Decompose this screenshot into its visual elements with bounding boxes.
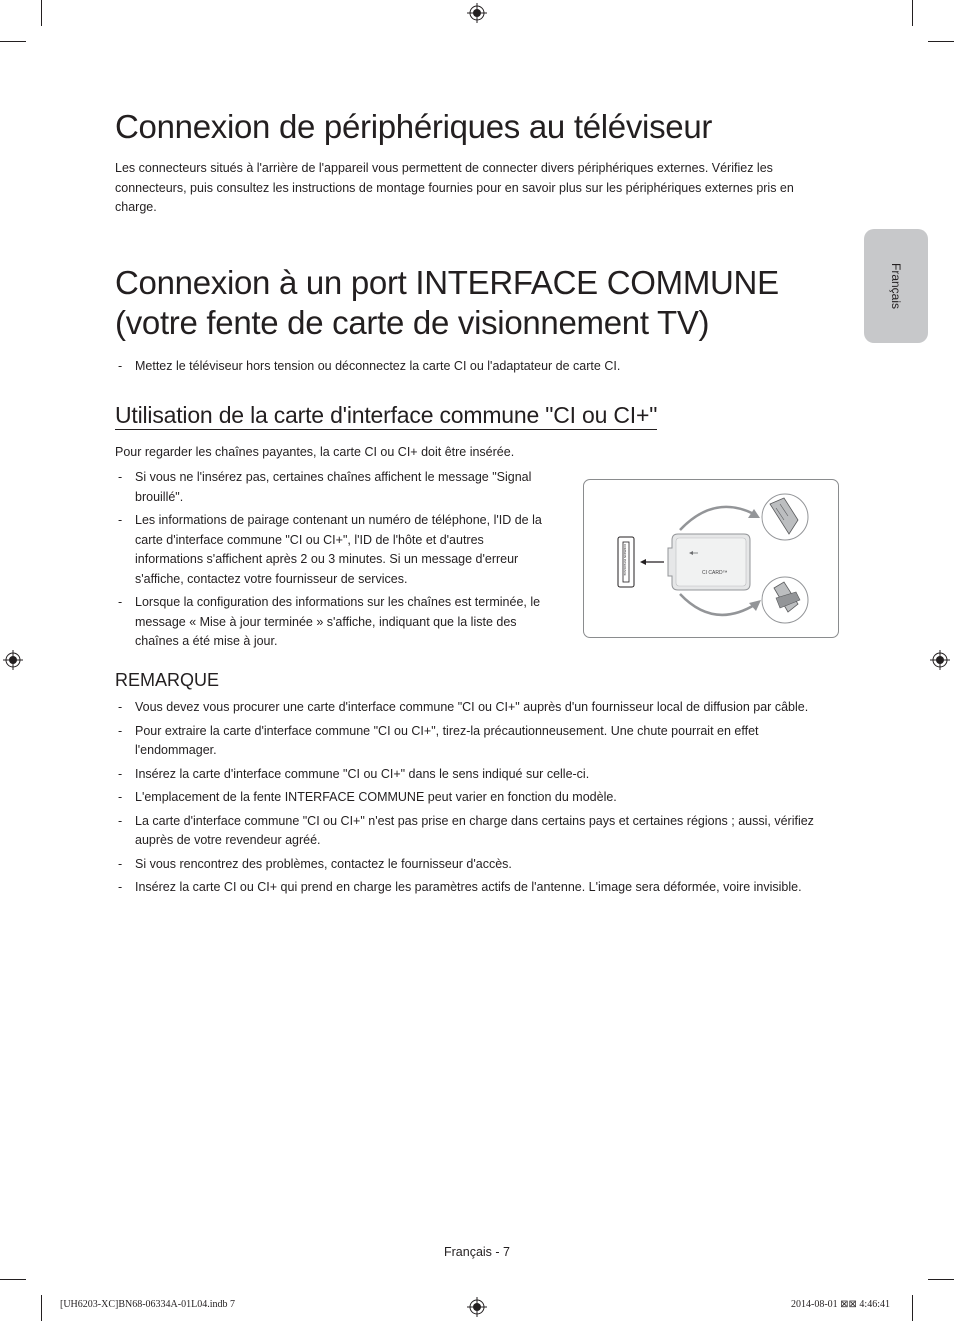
upper-arrowhead [748,509,760,518]
ci-card-diagram [584,480,838,637]
slot-label: COMMON INTERFACE [623,544,627,576]
registration-mark-icon [467,3,487,23]
list-item: - Si vous rencontrez des problèmes, contactez le fournisseur d'accès. [115,855,835,875]
crop-mark [0,1279,26,1280]
list-item: - Lorsque la configuration des informations sur les chaînes est terminée, le message « Mise à jour terminée » s'affiche, indiquant que la liste des chaînes a été mise à jour. [115,593,555,652]
list-item: - Les informations de pairage contenant un numéro de téléphone, l'ID de la carte d'interface commune "CI ou CI+", l'ID de l'hôte et d'autres informations s'affichent après 2 ou 3 minutes. Si un message d'erreur s'affiche, contactez votre fournisseur de services. [115,511,555,589]
registration-mark-icon [930,650,950,670]
list-item: - Vous devez vous procurer une carte d'interface commune "CI ou CI+" auprès d'un fournisseur local de diffusion par câble. [115,698,835,718]
language-tab-label: Français [889,262,903,310]
remark-heading: REMARQUE [115,670,220,690]
remark-list [115,698,835,902]
ci-card-face [676,538,746,586]
list-item: - Pour extraire la carte d'interface commune "CI ou CI+", tirez-la précautionneusement. Une chute pourrait en effet l'endommager. [115,722,835,761]
crop-mark [928,41,954,42]
registration-mark-icon [3,650,23,670]
subsection-title: Utilisation de la carte d'interface commune "CI ou CI+" [115,402,657,430]
lower-curve-arrow [680,594,756,615]
card-label: CI CARD™ [702,570,728,576]
section-title [115,263,779,342]
section-title-line1: Connexion à un port INTERFACE COMMUNE [115,264,779,301]
language-tab [864,229,928,343]
crop-mark [0,41,26,42]
page-title: Connexion de périphériques au téléviseur [115,108,713,145]
list-item: - Si vous ne l'insérez pas, certaines chaînes affichent le message "Signal brouillé". [115,468,555,507]
page-number: Français - 7 [444,1245,510,1259]
subsection-intro: Pour regarder les chaînes payantes, la carte CI ou CI+ doit être insérée. [115,445,515,459]
registration-mark-icon [467,1297,487,1317]
slug-file: [UH6203-XC]BN68-06334A-01L04.indb 7 [60,1299,235,1310]
insert-arrowhead [640,559,646,565]
crop-mark [41,1295,42,1321]
intro-paragraph: Les connecteurs situés à l'arrière de l'appareil vous permettent de connecter divers périphériques externes. Vérifiez les connecteurs, puis consultez les instructions de montage fournies pour en savoir plus sur les périphériques externes pris en charge. [115,161,794,214]
lower-arrowhead [749,600,761,611]
upper-curve-arrow [680,507,754,530]
bullet-list [115,468,555,656]
crop-mark [928,1279,954,1280]
ci-card-illustration [583,479,839,638]
crop-mark [41,0,42,26]
list-item: - Mettez le téléviseur hors tension ou déconnectez la carte CI ou l'adaptateur de carte CI. [115,357,835,377]
step-list [115,357,835,381]
crop-mark [912,1295,913,1321]
slug-timestamp: 2014-08-01 ⊠⊠ 4:46:41 [791,1299,890,1310]
list-item: - La carte d'interface commune "CI ou CI+" n'est pas prise en charge dans certains pays et certaines régions ; aussi, vérifiez auprès de votre revendeur agréé. [115,812,835,851]
list-item: - Insérez la carte CI ou CI+ qui prend en charge les paramètres actifs de l'antenne. L'image sera déformée, voire invisible. [115,878,835,898]
list-item: - L'emplacement de la fente INTERFACE COMMUNE peut varier en fonction du modèle. [115,788,835,808]
section-title-line2: (votre fente de carte de visionnement TV) [115,303,710,341]
list-item: - Insérez la carte d'interface commune "CI ou CI+" dans le sens indiqué sur celle-ci. [115,765,835,785]
crop-mark [912,0,913,26]
